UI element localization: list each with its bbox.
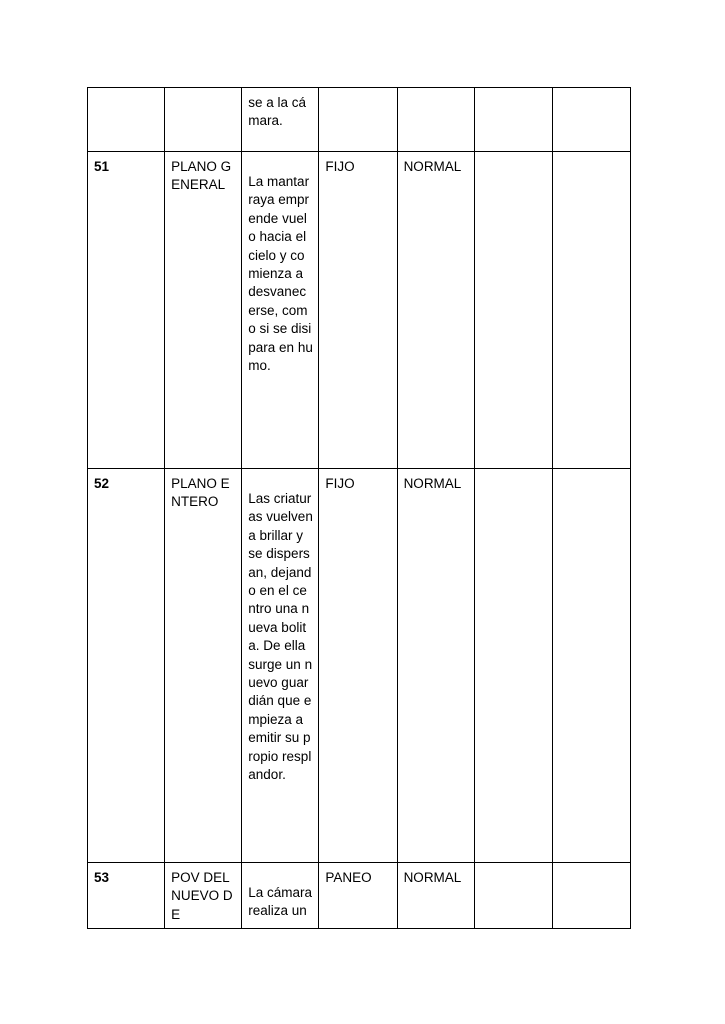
shot-number-cell <box>88 88 165 152</box>
angle-text: NORMAL <box>403 476 462 491</box>
shot-number: 53 <box>94 870 110 885</box>
empty-cell <box>552 152 630 469</box>
shot-number: 51 <box>94 159 110 174</box>
table-row <box>88 469 631 863</box>
table-row <box>88 152 631 469</box>
movement-cell <box>319 88 397 152</box>
movement-cell <box>319 469 397 863</box>
movement-cell <box>319 863 397 929</box>
empty-cell <box>474 863 552 929</box>
shot-type-cell <box>165 152 242 469</box>
table-row <box>88 88 631 152</box>
shot-type-cell <box>165 469 242 863</box>
table-row <box>88 863 631 929</box>
shot-type-cell <box>165 88 242 152</box>
angle-cell <box>397 863 474 929</box>
movement-cell <box>319 152 397 469</box>
empty-cell <box>474 88 552 152</box>
movement-text: FIJO <box>325 159 355 174</box>
movement-text: PANEO <box>325 870 372 885</box>
description-cell <box>242 863 319 929</box>
shot-number-cell <box>88 152 165 469</box>
empty-cell <box>474 152 552 469</box>
shot-type: PLANO ENTERO <box>171 476 230 510</box>
description-text: La cámara realiza un <box>248 885 313 919</box>
angle-text: NORMAL <box>403 159 462 174</box>
description-text: Las criaturas vuelven a brillar y se dispersan, dejando en el centro una nueva bolita. De ella surge un nuevo guardián que empieza a emitir su propio resplandor. <box>248 491 313 783</box>
shot-number: 52 <box>94 476 110 491</box>
description-cell <box>242 469 319 863</box>
angle-cell <box>397 469 474 863</box>
description-text: La mantarraya emprende vuelo hacia el cielo y comienza a desvanecerse, como si se disipara en humo. <box>248 174 313 374</box>
empty-cell <box>552 863 630 929</box>
shot-number-cell <box>88 863 165 929</box>
empty-cell <box>474 469 552 863</box>
description-cell <box>242 152 319 469</box>
shot-type-cell <box>165 863 242 929</box>
shot-number-cell <box>88 469 165 863</box>
angle-text: NORMAL <box>403 870 462 885</box>
description-cell <box>242 88 319 152</box>
angle-cell <box>397 152 474 469</box>
shot-type: POV DEL NUEVO DE <box>171 870 233 922</box>
empty-cell <box>552 469 630 863</box>
shot-type: PLANO GENERAL <box>171 159 232 193</box>
empty-cell <box>552 88 630 152</box>
description-text: se a la cámara. <box>248 95 307 129</box>
movement-text: FIJO <box>325 476 355 491</box>
angle-cell <box>397 88 474 152</box>
shot-list-table <box>87 87 631 929</box>
